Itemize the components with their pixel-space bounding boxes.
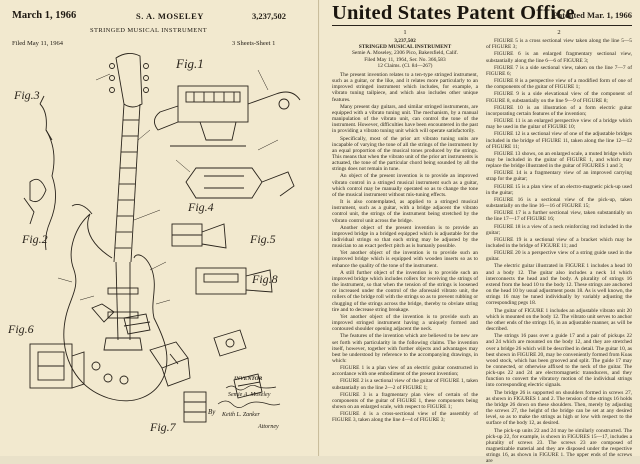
sheet-patent-number: 3,237,502 — [252, 11, 286, 21]
text-sheet — [320, 0, 640, 464]
filed-line: Filed May 11, 1964, Ser. No. 366,583 — [364, 56, 446, 63]
patented-date: Patented Mar. 1, 1966 — [552, 10, 632, 20]
section-fig8-drawing — [30, 344, 84, 388]
sheet-title: STRINGED MUSICAL INSTRUMENT — [90, 27, 208, 34]
column-1-body — [332, 72, 478, 424]
paragraph: The strings 16 pass over a guide 17 and a pair of pickups 22 and 24 which are mounted on the body 12, and they are stretched over a bridge 26 which will be described in detail. The guitar 10, as best shown in FIGURE 20, may be conveniently formed from Koas wood stock, which has been grooved and split. The guide 17 may be connected, or otherwise affixed to the neck of the guitar. The pick-ups 22 and 24 are electromagnetic transducers, and they function to convert the vibratory motion of the individual strings into corresponding electric signals. — [486, 333, 632, 389]
paragraph: FIGURE 2 is a sectional view of the guitar of FIGURE 1, taken substantially on the line 2—2 of FIGURE 1; — [332, 378, 478, 391]
paragraph: FIGURE 1 is a plan view of an electric guitar constructed in accordance with one embodiment of the present invention; — [332, 365, 478, 378]
paragraph: FIGURE 10 is an illustration of a form electric guitar incorporating certain features of the invention; — [486, 104, 632, 117]
paragraph: The electric guitar illustrated in FIGURE 1 includes a head 10 and a body 12. The guitar also includes a neck 14 which interconnects the head and the body. A plurality of strings 16 extend from the head 10 to the body 12. These strings are anchored on the head 10 by usual adjustment posts 18. As is well known, the strings 16 may be tuned individually by variably adjusting the corresponding pegs 18. — [486, 263, 632, 307]
section-fig5-drawing — [172, 224, 226, 248]
paragraph: A still further object of the invention is to provide such an improved bridge which includes rollers for receiving the strings of the instrument, so that when the tension of the strings is loosened or increased under the control of the aforesaid vibrato unit, the rollers of the bridge roll with the strings so as to prevent rubbing or chugging of the strings across the bridge, thereby to obviate string tire and to decrease string breakage. — [332, 269, 478, 313]
paragraph: FIGURE 14 is a fragmentary view of an improved carrying strap for the guitar; — [486, 170, 632, 183]
guitar-head-drawing — [110, 53, 149, 107]
sheet-count: 3 Sheets-Sheet 1 — [232, 40, 276, 47]
paragraph: Specifically, most of the prior art vibrato tuning units are incapable of varying the tone of all the strings of the instrument by an equal proportion of the musical tones produced by the strings. This means that when the vibrato unit of the prior art instruments is actuated, the tone of the particular chord being sounded by all the strings does not remain in tune. — [332, 135, 478, 173]
title-rule — [332, 25, 632, 26]
paragraph: FIGURE 8 is a perspective view of a modified form of one of the components of the guitar of FIGURE 1; — [486, 78, 632, 91]
paragraph: FIGURE 11 is an enlarged perspective view of a bridge which may be used in the guitar of FIGURE 10; — [486, 118, 632, 131]
paragraph: FIGURE 16 is a sectional view of the pick-up, taken substantially on the line 16—16 of FIGURE 15; — [486, 196, 632, 210]
text-column-2 — [486, 29, 632, 464]
inventor-signature: Semie A. Moseley — [228, 392, 271, 398]
inventor-caption: INVENTOR — [234, 376, 263, 382]
office-title: United States Patent Office — [332, 2, 575, 24]
paragraph: FIGURE 12 is a sectional view of one of the adjustable bridges included in the bridge of FIGURE 11, taken along the line 12—12 of FIGURE 11; — [486, 131, 632, 150]
paragraph: FIGURE 3 is a fragmentary plan view of certain of the components of the guitar of FIGURE 1, these components being shown on an enlarged scale, with respect to FIGURE 1; — [332, 391, 478, 411]
patent-drawings — [0, 0, 318, 456]
paragraph: FIGURE 17 is a further sectional view, taken substantially on the line 17—17 of FIGURE 16; — [486, 210, 632, 223]
paragraph: Yet another object of the invention is to provide such an improved stringed instrument having a uniquely formed and contoured shoulder opening adjacent the neck. — [332, 313, 478, 333]
paragraph: FIGURE 13 shows, on an enlarged scale, a muted bridge which may be included in the guitar of FIGURE 1, and which may replace the bridge illustrated in the guitar of FIGURES 1 and 3; — [486, 150, 632, 170]
paragraph: The features of the invention which are believed to be new are set forth with particularity in the following claims. The invention itself, however, together with further objects and advantages may best be understood by reference to the accompanying drawings, in which: — [332, 333, 478, 364]
paragraph: Many present day guitars, and similar stringed instruments, are equipped with a vibrato tuning unit. The mechanism, by a manual manipulation of the vibrato unit, can control the tone of the instrument. However, difficulties have been encountered in the past in providing a vibrato tuning unit which will operate satisfactorily. — [332, 103, 478, 135]
column-patent-number: 3,237,502 — [394, 38, 416, 45]
sheet-inventor: S. A. MOSELEY — [136, 11, 204, 21]
paragraph: FIGURE 18 is a view of a neck reinforcing rod included in the guitar; — [486, 223, 632, 236]
fig-label-5: Fig.5 — [250, 232, 276, 246]
fig-label-1: Fig.1 — [176, 56, 204, 71]
paragraph: The bridge 26 is supported on shoulders formed in screws 27, as shown in FIGURES 1 and 2. The tension of the strings 16 holds the bridge 26 down on these shoulders. Then, merely by adjusting the screws 27, the height of the bridge can be set at any desired level, so as to make the strings as high or low with respect to the surface of the body 12, as desired. — [486, 389, 632, 427]
paragraph: An object of the present invention is to provide an improved vibrato control in a stringed musical instrument such as a guitar, which control may be manually operated so as to change the tone of the musical instrument without mis-tuning effects. — [332, 173, 478, 198]
sheet-date: March 1, 1966 — [12, 10, 77, 21]
attorney-signature: Keith L. Zanker — [222, 412, 260, 418]
column-2-body — [486, 38, 632, 464]
paragraph: FIGURE 4 is a cross-sectional view of the assembly of FIGURE 3, taken along the line 4—4 of FIGURE 3; — [332, 411, 478, 424]
column-number-1: 1 — [403, 29, 407, 36]
fig-label-8: Fig.8 — [252, 272, 278, 286]
paragraph: The present invention relates to a ten-type stringed instrument, such as a guitar, or the like, and it relates more particularly to an improved stringed instrument which includes, for example, a vibrato tuning tailpiece, and which also includes other unique features. — [332, 71, 478, 103]
paragraph: Another object of the present invention is to provide an improved bridge in a bridged equipped which is adjustable for the individual strings so that each string may be adjusted by the musician to an exact perfect pitch as is humanly possible. — [332, 224, 478, 250]
paragraph: FIGURE 19 is a sectional view of a bracket which may be included in the bridge of FIGURE 11; and — [486, 236, 632, 249]
column-number-2: 2 — [557, 29, 561, 36]
paragraph: FIGURE 6 is an enlarged fragmentary sectional view, substantially along the line 6—6 of FIGURE 3; — [486, 51, 632, 64]
fig-label-6: Fig.6 — [8, 322, 34, 336]
paragraph: FIGURE 20 is a perspective view of a string guide used in the guitar. — [486, 250, 632, 263]
attorney-caption: Attorney — [258, 424, 279, 430]
paragraph: FIGURE 9 is a side elevational view of the component of FIGURE 8, substantially on the line 9—9 of FIGURE 8; — [486, 91, 632, 104]
paragraph: FIGURE 7 is a side sectional view, taken on the line 7—7 of FIGURE 6; — [486, 64, 632, 77]
sheet-filed: Filed May 11, 1964 — [12, 40, 64, 47]
paragraph: Yet another object of the invention is to provide such an improved bridge which is equipped with wooden inserts so as to enhance the quality of the tone of the instrument. — [332, 250, 478, 269]
vibrato-unit-drawing — [154, 86, 300, 146]
by-label: By — [208, 408, 216, 416]
paragraph: FIGURE 5 is a cross sectional view taken along the line 5—5 of FIGURE 3; — [486, 38, 632, 51]
fig-label-3: Fig.3 — [14, 88, 40, 102]
guitar-profile-drawing — [24, 96, 56, 250]
attorney-signature-stroke — [218, 401, 280, 408]
leader-lines — [58, 70, 278, 304]
fig-label-4: Fig.4 — [188, 200, 214, 214]
text-column-1 — [332, 30, 478, 454]
paragraph: FIGURE 15 is a plan view of an electro-magnetic pick-up used in the guitar; — [486, 183, 632, 196]
drawing-sheet — [0, 0, 319, 456]
guitar-neck-drawing — [114, 104, 140, 262]
inventor-signature-stroke — [226, 385, 276, 390]
section-fig4-drawing — [186, 168, 294, 198]
fig-label-2: Fig.2 — [22, 232, 48, 246]
fig-label-7: Fig.7 — [150, 420, 176, 434]
inventor-line: Semie A. Moseley, 2306 Pico, Bakersfield, Calif. — [351, 50, 459, 57]
paragraph: The pick-up units 22 and 24 may be similarly constructed. The pick-up 22, for example, is shown in FIGURES 15—17, includes a plurality of screws 23. The screws 23 are composed of magnetizable material and they are disposed under the respective strings 16, as shown in FIGURE 1. The upper ends of the screws are — [486, 427, 632, 464]
paragraph: It is also contemplated, as applied to a stringed musical instrument, such as a guitar, with a bridge adjacent the vibrato control unit, the strings of the instrument being stretched by the vibrato control unit across the bridge. — [332, 199, 478, 224]
section-fig7-drawing — [92, 304, 150, 334]
claims-line: 12 Claims. (Cl. 84—267) — [377, 62, 433, 69]
paragraph: The guitar of FIGURE 1 includes an adjustable vibrato unit 20 which is mounted on the body 12. The vibrato unit serves to anchor the other ends of the strings 16, in an adjustable manner, as will be described. — [486, 307, 632, 333]
column-title: STRINGED MUSICAL INSTRUMENT — [358, 44, 452, 51]
